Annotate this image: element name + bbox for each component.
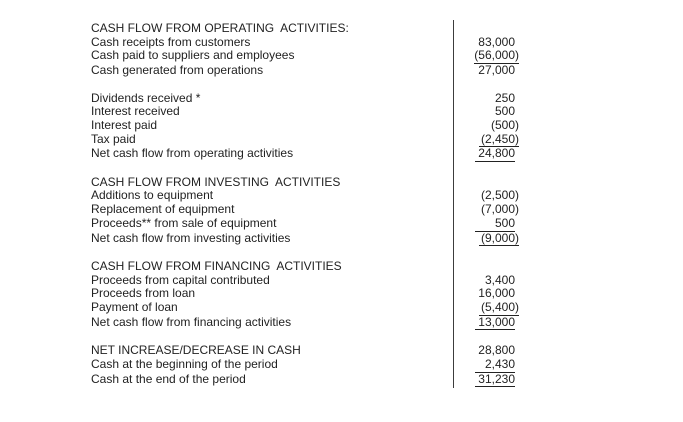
row-net-cash-flow-investing (91, 230, 519, 247)
row-label: Proceeds from capital contributed (91, 272, 270, 287)
section-heading: CASH FLOW FROM INVESTING ACTIVITIES (91, 174, 341, 189)
row-interest-received (91, 105, 515, 119)
row-replacement-of-equipment (91, 202, 519, 217)
section-operating-details (91, 90, 519, 163)
row-label: Cash generated from operations (91, 63, 264, 78)
row-value: (5,400) (480, 300, 519, 315)
row-value: (2,450) (480, 131, 519, 146)
row-value: (500) (490, 117, 519, 132)
row-value: (7,000) (480, 202, 519, 217)
row-label: Interest paid (91, 117, 158, 132)
section-financing-activities (91, 258, 519, 331)
statement-body (91, 21, 519, 387)
row-proceeds-from-sale-of-equipment (91, 217, 515, 232)
row-label: Net cash flow from investing activities (91, 230, 291, 245)
section-operating-activities (91, 21, 519, 78)
row-value: 250 (494, 90, 515, 105)
row-net-increase-decrease-in-cash (91, 344, 515, 358)
section-heading: CASH FLOW FROM FINANCING ACTIVITIES (91, 258, 342, 273)
row-value: (56,000) (474, 48, 519, 63)
section-heading-row (91, 176, 515, 190)
section-net-change (91, 344, 515, 387)
row-value: 3,400 (484, 272, 515, 287)
section-investing-activities (91, 174, 519, 247)
row-value: 16,000 (478, 286, 515, 301)
row-label: Net cash flow from financing activities (91, 314, 292, 329)
row-interest-paid (91, 117, 519, 133)
row-label: Proceeds from loan (91, 286, 196, 301)
row-label: NET INCREASE/DECREASE IN CASH (91, 343, 301, 358)
row-value: 31,230 (475, 373, 515, 388)
row-label: Dividends received * (91, 90, 201, 105)
row-cash-generated-from-operations (91, 64, 515, 78)
row-net-cash-flow-operating (91, 147, 515, 162)
row-label: Net cash flow from operating activities (91, 146, 294, 161)
row-value: 24,800 (475, 147, 515, 162)
row-label: Cash at the end of the period (91, 371, 246, 386)
section-heading-row (91, 22, 515, 36)
row-label: Cash paid to suppliers and employees (91, 48, 295, 63)
row-cash-receipts-from-customers (91, 36, 515, 50)
row-label: Interest received (91, 104, 180, 119)
row-net-cash-flow-financing (91, 316, 515, 331)
row-label: Cash receipts from customers (91, 34, 251, 49)
row-value: 13,000 (475, 316, 515, 331)
row-value: 83,000 (478, 34, 515, 49)
row-label: Payment of loan (91, 300, 178, 315)
section-heading: CASH FLOW FROM OPERATING ACTIVITIES: (91, 21, 349, 35)
row-proceeds-from-loan (91, 287, 515, 301)
section-heading-row (91, 260, 515, 274)
row-value: 27,000 (478, 63, 515, 78)
row-cash-at-beginning-of-period (91, 358, 515, 373)
row-proceeds-from-capital-contributed (91, 274, 515, 288)
row-label: Replacement of equipment (91, 202, 235, 217)
row-label: Tax paid (91, 131, 136, 146)
row-payment-of-loan (91, 300, 519, 316)
row-additions-to-equipment (91, 188, 519, 203)
row-value: (9,000) (480, 230, 519, 245)
row-value: (2,500) (480, 188, 519, 203)
row-tax-paid (91, 131, 519, 148)
row-value: 500 (475, 217, 515, 232)
row-value: 28,800 (478, 343, 515, 358)
row-cash-at-end-of-period (91, 373, 515, 388)
row-value: 500 (494, 104, 515, 119)
row-label: Additions to equipment (91, 188, 214, 203)
row-value: 2,430 (475, 358, 515, 373)
row-label: Cash at the beginning of the period (91, 356, 278, 371)
row-cash-paid-suppliers-employees (91, 48, 519, 64)
row-dividends-received (91, 92, 515, 106)
row-label: Proceeds** from sale of equipment (91, 215, 277, 230)
